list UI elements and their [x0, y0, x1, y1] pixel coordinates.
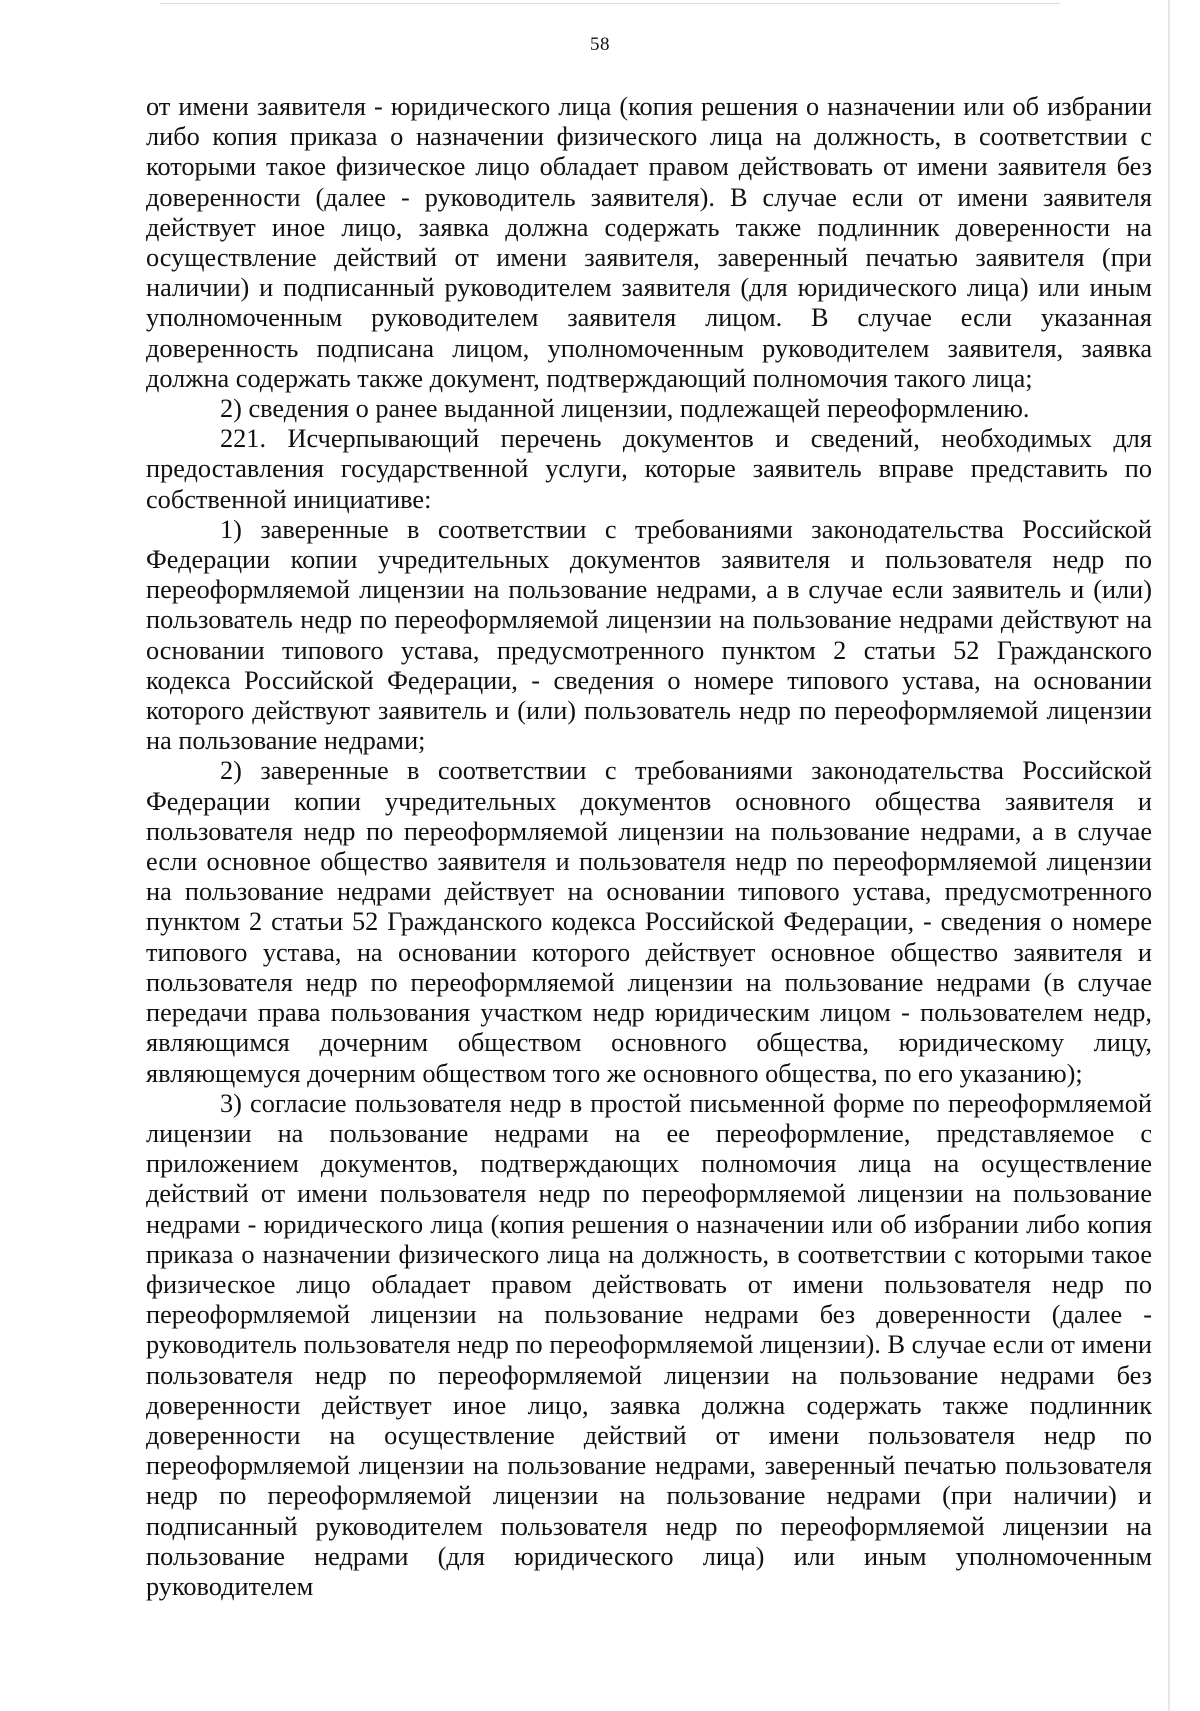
paragraph-item-2: 2) заверенные в соответствии с требованиями законодательства Российской Федерации копии учредительных документов основного общества заявителя и пользователя недр по переоформляемой лицензии на пользование недрами, а в случае если основное общество заявителя и пользователя недр по переоформляемой лицензии на пользование недрами действует на основании типового устава, предусмотренного пунктом 2 статьи 52 Гражданского кодекса Российской Федерации, - сведения о номере типового устава, на основании которого действует основное общество заявителя и пользователя недр по переоформляемой лицензии на пользование недрами (в случае передачи права пользования участком недр юридическим лицом - пользователем недр, являющимся дочерним обществом основного общества, юридическому лицу, являющемуся дочерним обществом того же основного общества, по его указанию);	[146, 756, 1152, 1088]
scan-edge-shadow	[1168, 0, 1170, 1711]
paragraph-item-3: 3) согласие пользователя недр в простой письменной форме по переоформляемой лицензии на пользование недрами на ее переоформление, представляемое с приложением документов, подтверждающих полномочия лица на осуществление действий от имени пользователя недр по переоформляемой лицензии на пользование недрами - юридического лица (копия решения о назначении или об избрании либо копия приказа о назначении физического лица на должность, в соответствии с которыми такое физическое лицо обладает правом действовать от имени пользователя недр по переоформляемой лицензии на пользование недрами без доверенности (далее - руководитель пользователя недр по переоформляемой лицензии). В случае если от имени пользователя недр по переоформляемой лицензии на пользование недрами без доверенности действует иное лицо, заявка должна содержать также подлинник доверенности на осуществление действий от имени пользователя недр по переоформляемой лицензии на пользование недрами, заверенный печатью пользователя недр по переоформляемой лицензии на пользование недрами (при наличии) и подписанный руководителем пользователя недр по переоформляемой лицензии на пользование недрами (для юридического лица) или иным уполномоченным руководителем	[146, 1088, 1152, 1601]
paragraph-item-1: 1) заверенные в соответствии с требованиями законодательства Российской Федерации копии учредительных документов заявителя и пользователя недр по переоформляемой лицензии на пользование недрами, а в случае если заявитель и (или) пользователь недр по переоформляемой лицензии на пользование недрами действуют на основании типового устава, предусмотренного пунктом 2 статьи 52 Гражданского кодекса Российской Федерации, - сведения о номере типового устава, на основании которого действуют заявитель и (или) пользователь недр по переоформляемой лицензии на пользование недрами;	[146, 514, 1152, 756]
page-number: 58	[590, 34, 610, 55]
paragraph-item-2-previous-license: 2) сведения о ранее выданной лицензии, подлежащей переоформлению.	[220, 394, 1030, 424]
paragraph-221: 221. Исчерпывающий перечень документов и сведений, необходимых для предоставления государственной услуги, которые заявитель вправе представить по собственной инициативе:	[146, 424, 1152, 514]
document-body	[146, 92, 1152, 1602]
paragraph-continuation: от имени заявителя - юридического лица (копия решения о назначении или об избрании либо копия приказа о назначении физического лица на должность, в соответствии с которыми такое физическое лицо обладает правом действовать от имени заявителя без доверенности (далее - руководитель заявителя). В случае если от имени заявителя действует иное лицо, заявка должна содержать также подлинник доверенности на осуществление действий от имени заявителя, заверенный печатью заявителя (при наличии) и подписанный руководителем заявителя (для юридического лица) или иным уполномоченным руководителем заявителя лицом. В случае если указанная доверенность подписана лицом, уполномоченным руководителем заявителя, заявка должна содержать также документ, подтверждающий полномочия такого лица;	[146, 92, 1152, 393]
scan-artifact-line	[160, 3, 1060, 4]
